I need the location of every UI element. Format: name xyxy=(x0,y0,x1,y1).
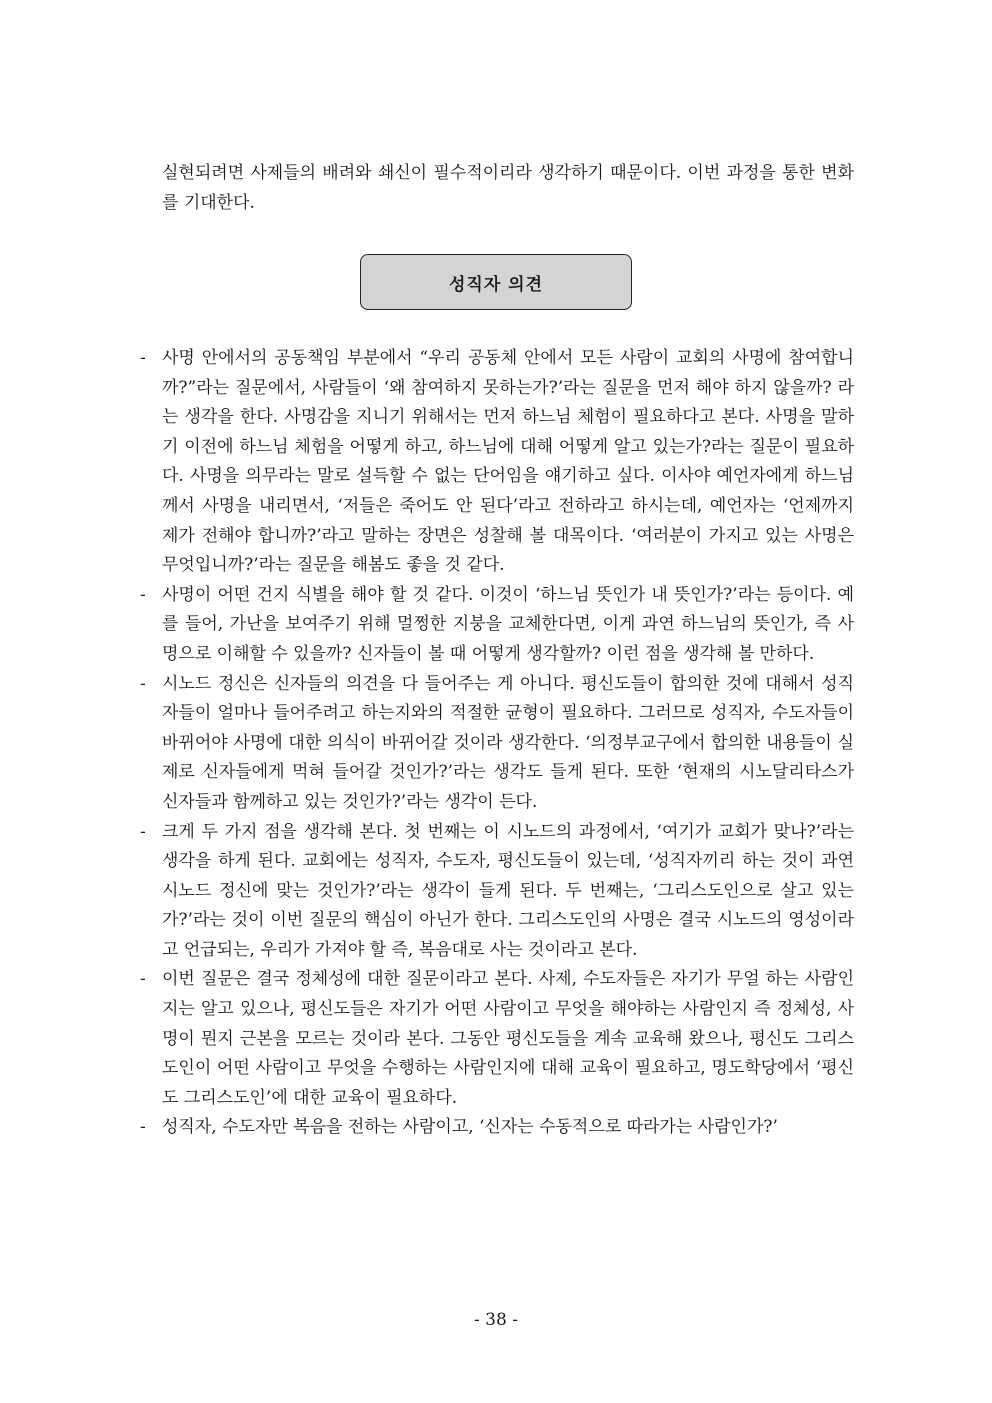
bullet-dash: - xyxy=(140,348,146,368)
opinion-text: 이번 질문은 결국 정체성에 대한 질문이라고 본다. 사제, 수도자들은 자기가 무얼 하는 사람인지는 알고 있으나, 평신도들은 자기가 어떤 사람이고 무엇을 해야하는 사람인지 즉 정체성, 사명이 뭔지 근본을 모르는 것이라 본다. 그동안 평신도들을 계속 교육해 왔으나, 평신도 그리스도인이 어떤 사람이고 무엇을 수행하는 사람인지에 대해 교육이 필요하고, 명도학당에서 ‘평신도 그리스도인’에 대한 교육이 필요하다. xyxy=(162,969,854,1108)
opinion-item xyxy=(140,581,854,670)
section-header-box xyxy=(360,254,632,310)
opinion-item xyxy=(140,670,854,818)
opinion-list xyxy=(140,344,854,1143)
opinion-text: 사명 안에서의 공동책임 부분에서 “우리 공동체 안에서 모든 사람이 교회의 사명에 참여합니까?”라는 질문에서, 사람들이 ‘왜 참여하지 못하는가?’라는 질문을 먼저 해야 하지 않을까? 라는 생각을 한다. 사명감을 지니기 위해서는 먼저 하느님 체험이 필요하다고 본다. 사명을 말하기 이전에 하느님 체험을 어떻게 하고, 하느님에 대해 어떻게 알고 있는가?라는 질문이 필요하다. 사명을 의무라는 말로 설득할 수 없는 단어임을 얘기하고 싶다. 이사야 예언자에게 하느님께서 사명을 내리면서, ‘저들은 죽어도 안 된다’라고 전하라고 하시는데, 예언자는 ‘언제까지 제가 전해야 합니까?’라고 말하는 장면은 성찰해 볼 대목이다. ‘여러분이 가지고 있는 사명은 무엇입니까?’라는 질문을 해봄도 좋을 것 같다. xyxy=(162,348,854,576)
opinion-text: 시노드 정신은 신자들의 의견을 다 들어주는 게 아니다. 평신도들이 합의한 것에 대해서 성직자들이 얼마나 들어주려고 하는지와의 적절한 균형이 필요하다. 그러므로 성직자, 수도자들이 바뀌어야 사명에 대한 의식이 바뀌어갈 것이라 생각한다. ‘의정부교구에서 합의한 내용들이 실제로 신자들에게 먹혀 들어갈 것인가?’라는 생각도 들게 된다. 또한 ‘현재의 시노달리타스가 신자들과 함께하고 있는 것인가?’라는 생각이 든다. xyxy=(162,673,854,812)
opinion-item xyxy=(140,818,854,966)
bullet-dash: - xyxy=(140,969,146,990)
opinion-text: 성직자, 수도자만 복음을 전하는 사람이고, ‘신자는 수동적으로 따라가는 사람인가?’ xyxy=(162,1117,778,1138)
bullet-dash: - xyxy=(140,584,146,605)
intro-paragraph: 실현되려면 사제들의 배려와 쇄신이 필수적이리라 생각하기 때문이다. 이번 과정을 통한 변화를 기대한다. xyxy=(162,163,854,213)
opinion-item xyxy=(140,344,854,581)
bullet-dash: - xyxy=(140,821,146,842)
page-number: - 38 - xyxy=(474,1310,518,1330)
bullet-dash: - xyxy=(140,1117,146,1138)
opinion-item xyxy=(140,1113,854,1143)
opinion-item xyxy=(140,965,854,1113)
opinion-text: 크게 두 가지 점을 생각해 본다. 첫 번째는 이 시노드의 과정에서, ‘여기가 교회가 맞나?’라는 생각을 하게 된다. 교회에는 성직자, 수도자, 평신도들이 있는데, ‘성직자끼리 하는 것이 과연 시노드 정신에 맞는 것인가?’라는 생각이 들게 된다. 두 번째는, ‘그리스도인으로 살고 있는가?’라는 것이 이번 질문의 핵심이 아닌가 한다. 그리스도인의 사명은 결국 시노드의 영성이라고 언급되는, 우리가 가져야 할 즉, 복음대로 사는 것이라고 본다. xyxy=(162,821,854,960)
opinion-text: 사명이 어떤 건지 식별을 해야 할 것 같다. 이것이 ‘하느님 뜻인가 내 뜻인가?’라는 등이다. 예를 들어, 가난을 보여주기 위해 멀쩡한 지붕을 교체한다면, 이게 과연 하느님의 뜻인가, 즉 사명으로 이해할 수 있을까? 신자들이 볼 때 어떻게 생각할까? 이런 점을 생각해 볼 만하다. xyxy=(162,584,854,664)
section-title: 성직자 의견 xyxy=(448,274,544,295)
bullet-dash: - xyxy=(140,673,146,694)
